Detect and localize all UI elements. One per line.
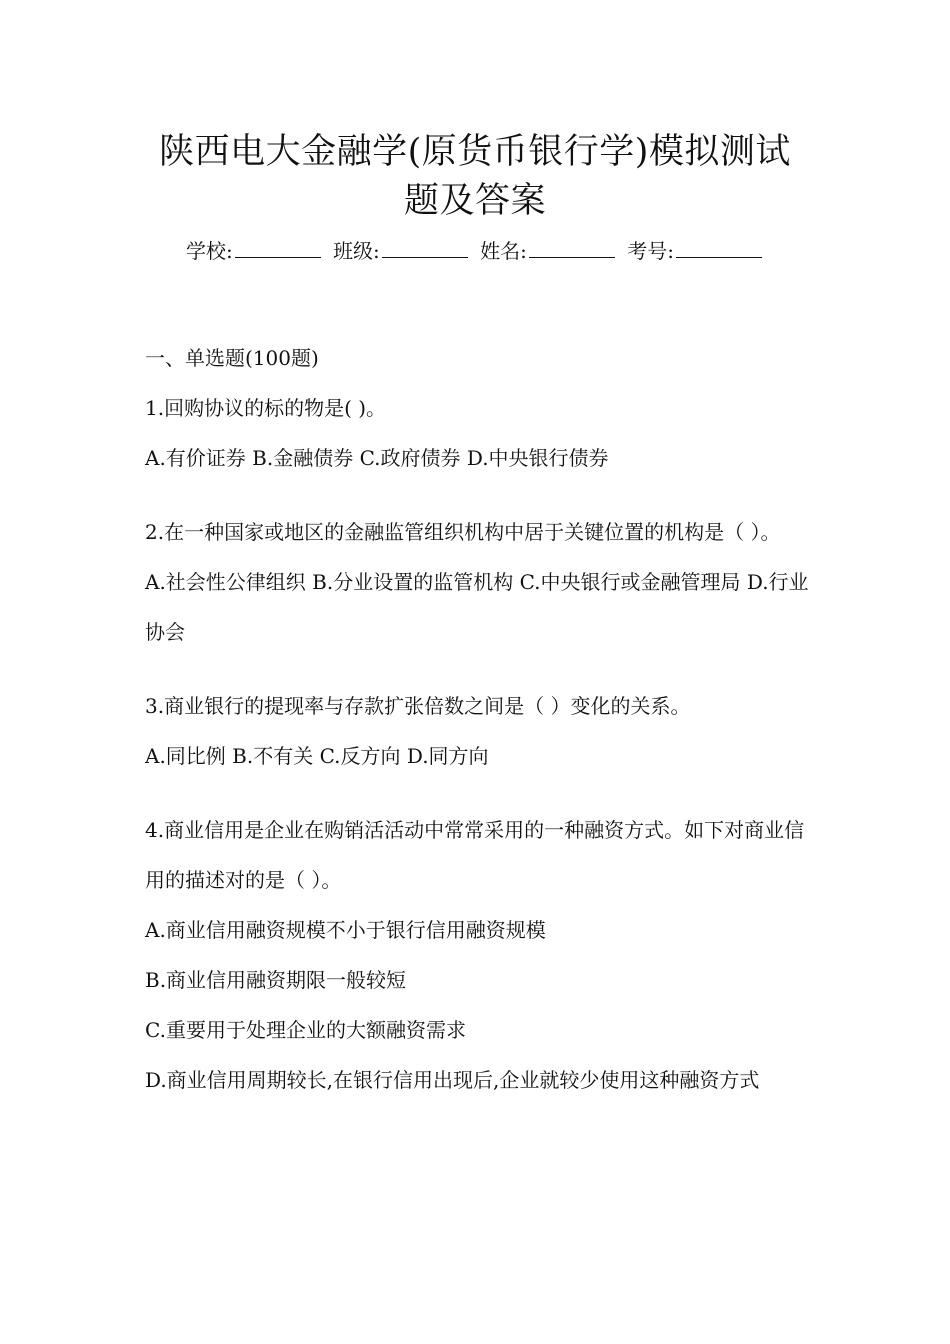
question-options: A.同比例 B.不有关 C.反方向 D.同方向 xyxy=(145,744,489,768)
student-info-line xyxy=(100,236,850,266)
question-option: A.商业信用融资规模不小于银行信用融资规模 xyxy=(145,918,546,942)
class-label: 班级: xyxy=(333,239,380,263)
question-options: A.社会性公律组织 B.分业设置的监管机构 C.中央银行或金融管理局 D.行业协会 xyxy=(145,570,809,644)
school-blank xyxy=(235,239,321,258)
question-option: C.重要用于处理企业的大额融资需求 xyxy=(145,1018,466,1042)
name-blank xyxy=(529,239,615,258)
name-label: 姓名: xyxy=(480,239,527,263)
question-stem: 2.在一种国家或地区的金融监管组织机构中居于关键位置的机构是（ ）。 xyxy=(145,520,781,544)
question-stem: 3.商业银行的提现率与存款扩张倍数之间是（ ）变化的关系。 xyxy=(145,694,691,718)
school-label: 学校: xyxy=(185,239,233,263)
question-list xyxy=(145,333,810,1105)
class-blank xyxy=(382,239,468,258)
question-options: A.有价证券 B.金融债券 C.政府债券 D.中央银行债券 xyxy=(145,446,609,470)
section-title: 一、单选题(100题) xyxy=(145,346,319,370)
number-label: 考号: xyxy=(627,239,675,263)
question-option: D.商业信用周期较长,在银行信用出现后,企业就较少使用这种融资方式 xyxy=(145,1068,760,1092)
title-line-2: 题及答案 xyxy=(403,181,546,221)
question-stem: 4.商业信用是企业在购销活活动中常常采用的一种融资方式。如下对商业信用的描述对的是（ ）。 xyxy=(145,818,805,892)
number-blank xyxy=(676,239,762,258)
title-line-1: 陕西电大金融学(原货币银行学)模拟测试 xyxy=(159,132,791,172)
document-title xyxy=(100,128,850,226)
question-option: B.商业信用融资期限一般较短 xyxy=(145,968,407,992)
question-stem: 1.回购协议的标的物是( )。 xyxy=(145,396,387,420)
